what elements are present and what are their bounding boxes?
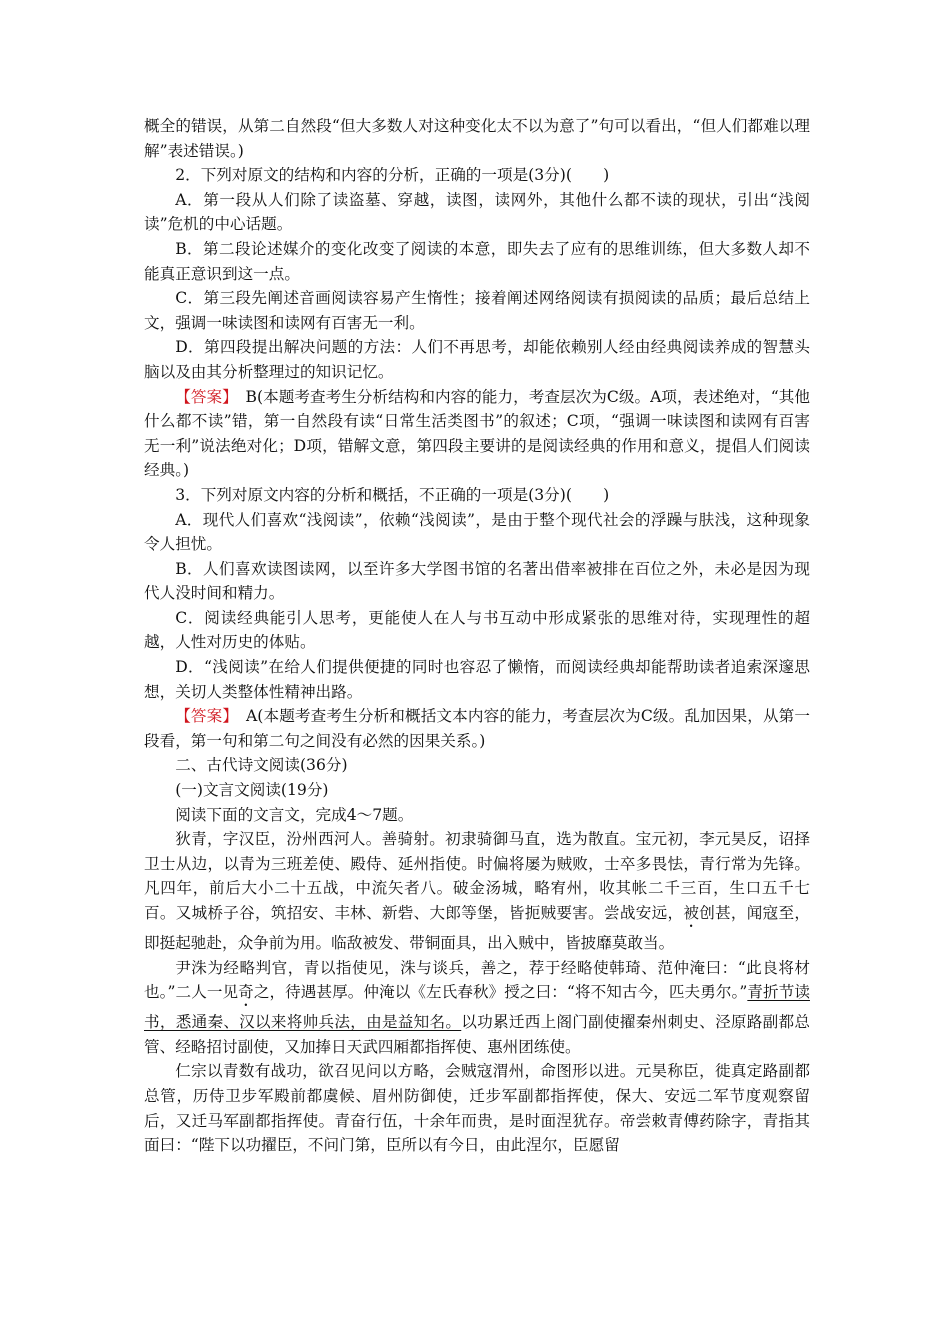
subsection-heading: (一)文言文阅读(19分) [175, 781, 329, 800]
text-segment: 狄青，字汉臣，汾州西河人。善骑射。初隶骑御马直，选为散直。宝元初，李元昊反，诏择卫士从边，以青为三班差使、殿侍、延州指使。时偏将屡为贼败，士卒多畏怯，青行常为先锋。凡四年，前后大小二十五战，中流矢者八。破金汤城，略宥州，收其帐二千三百，生口五千七百。又城桥子谷，筑招安、丰林、新砦、大郎等堡，皆扼贼要害。尝战安远， [144, 830, 810, 922]
text-segment: 尹洙为经略判官，青以指使见，洙与谈兵，善之，荐于经略使韩琦、范仲淹曰：“此良将材也。”二人一见 [144, 958, 810, 1002]
emphasized-character: 被 [683, 904, 700, 922]
question-2-option-b: B．第二段论述媒介的变化改变了阅读的本意，即失去了应有的思维训练，但大多数人却不能真正意识到这一点。 [144, 239, 810, 283]
emphasized-character: 奇 [238, 983, 254, 1002]
section-heading: 二、古代诗文阅读(36分) [175, 756, 348, 775]
text-segment: 以功累迁西上阁门副使擢秦州刺史、泾原路副都总管、经略招讨副使，又加捧日天武四厢都指挥使、惠州团练使。 [144, 1013, 810, 1056]
question-3-option-a: A．现代人们喜欢“浅阅读”，依赖“浅阅读”，是由于整个现代社会的浮躁与肤浅，这种现象令人担忧。 [144, 510, 810, 554]
question-3: 3．下列对原文内容的分析和概括，不正确的一项是(3分)( ) [175, 485, 610, 504]
question-2: 2．下列对原文的结构和内容的分析，正确的一项是(3分)( ) [175, 166, 610, 185]
answer-2 [144, 385, 810, 483]
reading-instruction: 阅读下面的文言文，完成4～7题。 [175, 805, 414, 824]
question-2-option-c: C．第三段先阐述音画阅读容易产生惰性；接着阐述网络阅读有损阅读的品质；最后总结上文，强调一味读图和读网有百害无一利。 [144, 289, 810, 332]
answer-3-text: A(本题考查考生分析和概括文本内容的能力，考查层次为C级。乱加因果，从第一段看，第一句和第二句之间没有必然的因果关系。) [144, 707, 810, 750]
question-3-option-b: B．人们喜欢读图读网，以至许多大学图书馆的名著出借率被排在百位之外，未必是因为现代人没时间和精力。 [144, 559, 810, 603]
question-3-option-c: C．阅读经典能引人思考，更能使人在人与书互动中形成紧张的思维对待，实现理性的超越，人性对历史的体贴。 [144, 608, 810, 652]
question-2-option-d: D．第四段提出解决问题的方法：人们不再思考，却能依赖别人经由经典阅读养成的智慧头脑以及由其分析整理过的知识记忆。 [144, 338, 810, 381]
classical-text-paragraph-3: 仁宗以青数有战功，欲召见问以方略，会贼寇渭州，命图形以进。元昊称臣，徙真定路副都总管，历侍卫步军殿前都虞候、眉州防御使，迁步军副都指挥使，保大、安远二军节度观察留后，又迁马军副都指挥使。青奋行伍，十余年而贵，是时面涅犹存。帝尝敕青傅药除字，青指其面曰：“陛下以功擢臣，不问门第，臣所以有今日，由此涅尔，臣愿留 [144, 1062, 810, 1155]
text-segment: 之，待遇甚厚。仲淹以《左氏春秋》授之曰：“将不知古今，匹夫勇尔。” [253, 983, 748, 1002]
answer-tag: 【答案】 [175, 707, 231, 726]
text-segment: 创甚，闻寇至，即挺起驰赴，众争前为用。临敌被发、带铜面具，出入贼中，皆披靡莫敢当。 [144, 904, 810, 952]
question-2-option-a: A．第一段从人们除了读盗墓、穿越，读图，读网外，其他什么都不读的现状，引出“浅阅读”危机的中心话题。 [144, 190, 810, 234]
answer-3 [144, 704, 810, 753]
classical-text-paragraph-1 [144, 827, 810, 955]
underlined-sentence: 青折节读书，悉通秦、汉以来将帅兵法，由是益知名。 [144, 983, 810, 1032]
answer-tag: 【答案】 [175, 387, 230, 406]
document-page [144, 114, 810, 1158]
classical-text-paragraph-2 [144, 956, 810, 1060]
answer-2-text: B(本题考查考生分析结构和内容的能力，考查层次为C级。A项，表述绝对，“其他什么都不读”错，第一自然段有读“日常生活类图书”的叙述；C项，“强调一味读图和读网有百害无一利”说法绝对化；D项，错解文意，第四段主要讲的是阅读经典的作用和意义，提倡人们阅读经典。) [144, 387, 811, 480]
paragraph-continued: 概全的错误，从第二自然段“但大多数人对这种变化太不以为意了”句可以看出，“但人们都难以理解”表述错误。) [144, 117, 810, 160]
question-3-option-d: D．“浅阅读”在给人们提供便捷的同时也容忍了懒惰，而阅读经典却能帮助读者追索深邃思想，关切人类整体性精神出路。 [144, 658, 810, 701]
